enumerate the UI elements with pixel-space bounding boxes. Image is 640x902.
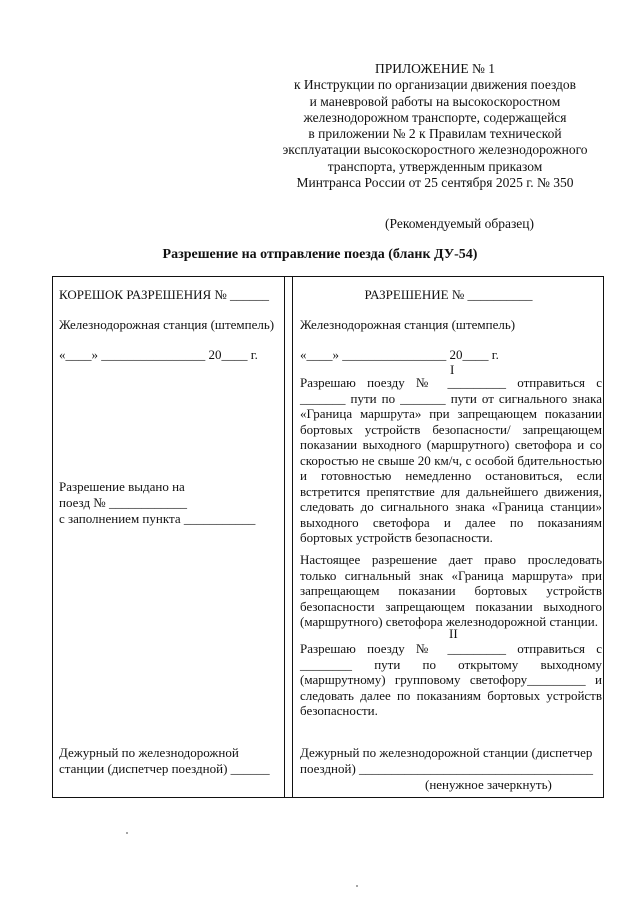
strike-out-note: (ненужное зачеркнуть) xyxy=(425,777,552,792)
appendix-line: Минтранса России от 25 сентября 2025 г. № 350 xyxy=(296,175,574,191)
permit-duty-officer: Дежурный по железнодорожной станции (диспетчер xyxy=(300,745,593,760)
stub-issued-line: Разрешение выдано на xyxy=(59,479,185,494)
form-du54 xyxy=(52,276,604,798)
appendix-line: в приложении № 2 к Правилам технической xyxy=(308,126,562,142)
appendix-line: железнодорожном транспорте, содержащейся xyxy=(303,109,567,125)
recommended-sample-note: (Рекомендуемый образец) xyxy=(385,216,534,231)
appendix-line: ПРИЛОЖЕНИЕ № 1 xyxy=(374,61,496,76)
section-number-ii: II xyxy=(449,626,458,641)
section-i-text xyxy=(300,375,602,546)
stub-train-number: поезд № ____________ xyxy=(59,495,187,510)
stub-duty-officer-signature: станции (диспетчер поездной) ______ xyxy=(59,761,270,776)
scan-speck xyxy=(356,885,358,887)
permit-rights-text xyxy=(300,552,602,630)
permit-station-stamp: Железнодорожная станция (штемпель) xyxy=(300,317,516,332)
permit-date: «____» ________________ 20____ г. xyxy=(300,347,499,362)
appendix-line: к Инструкции по организации движения поездов xyxy=(293,77,577,93)
stub-header: КОРЕШОК РАЗРЕШЕНИЯ № ______ xyxy=(59,287,270,302)
stub-item-filled: с заполнением пункта ___________ xyxy=(59,511,256,526)
permit-paragraph: Разрешаю поезду № _________ отправиться с _______ пути по _______ пути от сигнального знака «Граница маршрута» при запрещающем показании бортовых устройств безопасности/ запрещающем показании выходного (маршрутного) светофора и со скоростью не свыше 20 км/ч, с особой бдительностью и готовностью немедленно остановиться, если встретится препятствие для дальнейшего движения, следовать до сигнального знака «Граница станции» выходного светофора и далее по показаниям бортовых устройств безопасности. xyxy=(300,375,602,545)
permit-duty-officer-signature: поездной) ____________________________________ xyxy=(300,761,594,776)
section-ii-text xyxy=(300,641,602,719)
stub-date: «____» ________________ 20____ г. xyxy=(59,347,258,362)
stub-duty-officer: Дежурный по железнодорожной xyxy=(59,745,239,760)
stub-station-stamp: Железнодорожная станция (штемпель) xyxy=(59,317,275,332)
appendix-header xyxy=(255,61,615,191)
scan-speck xyxy=(126,832,128,834)
permit-header: РАЗРЕШЕНИЕ № __________ xyxy=(364,287,533,302)
form-title: Разрешение на отправление поезда (бланк ДУ-54) xyxy=(162,247,478,262)
section-number-i: I xyxy=(450,362,455,377)
permit-paragraph: Настоящее разрешение дает право проследовать только сигнальный знак «Граница маршрута» при запрещающем показании бортовых устройств безопасности запрещающем показании выходного (маршрутного) светофора железнодорожной станции. xyxy=(300,552,602,629)
appendix-line: и маневровой работы на высокоскоростном xyxy=(309,93,561,109)
column-divider xyxy=(292,277,293,797)
appendix-line: эксплуатации высокоскоростного железнодорожного xyxy=(282,142,588,158)
appendix-line: транспорта, утвержденным приказом xyxy=(327,158,543,174)
column-divider xyxy=(284,277,285,797)
permit-paragraph: Разрешаю поезду № _________ отправиться с ________ пути по открытому выходному (маршрутному) групповому светофору_________ и следовать далее по показаниям бортовых устройств безопасности. xyxy=(300,641,602,718)
